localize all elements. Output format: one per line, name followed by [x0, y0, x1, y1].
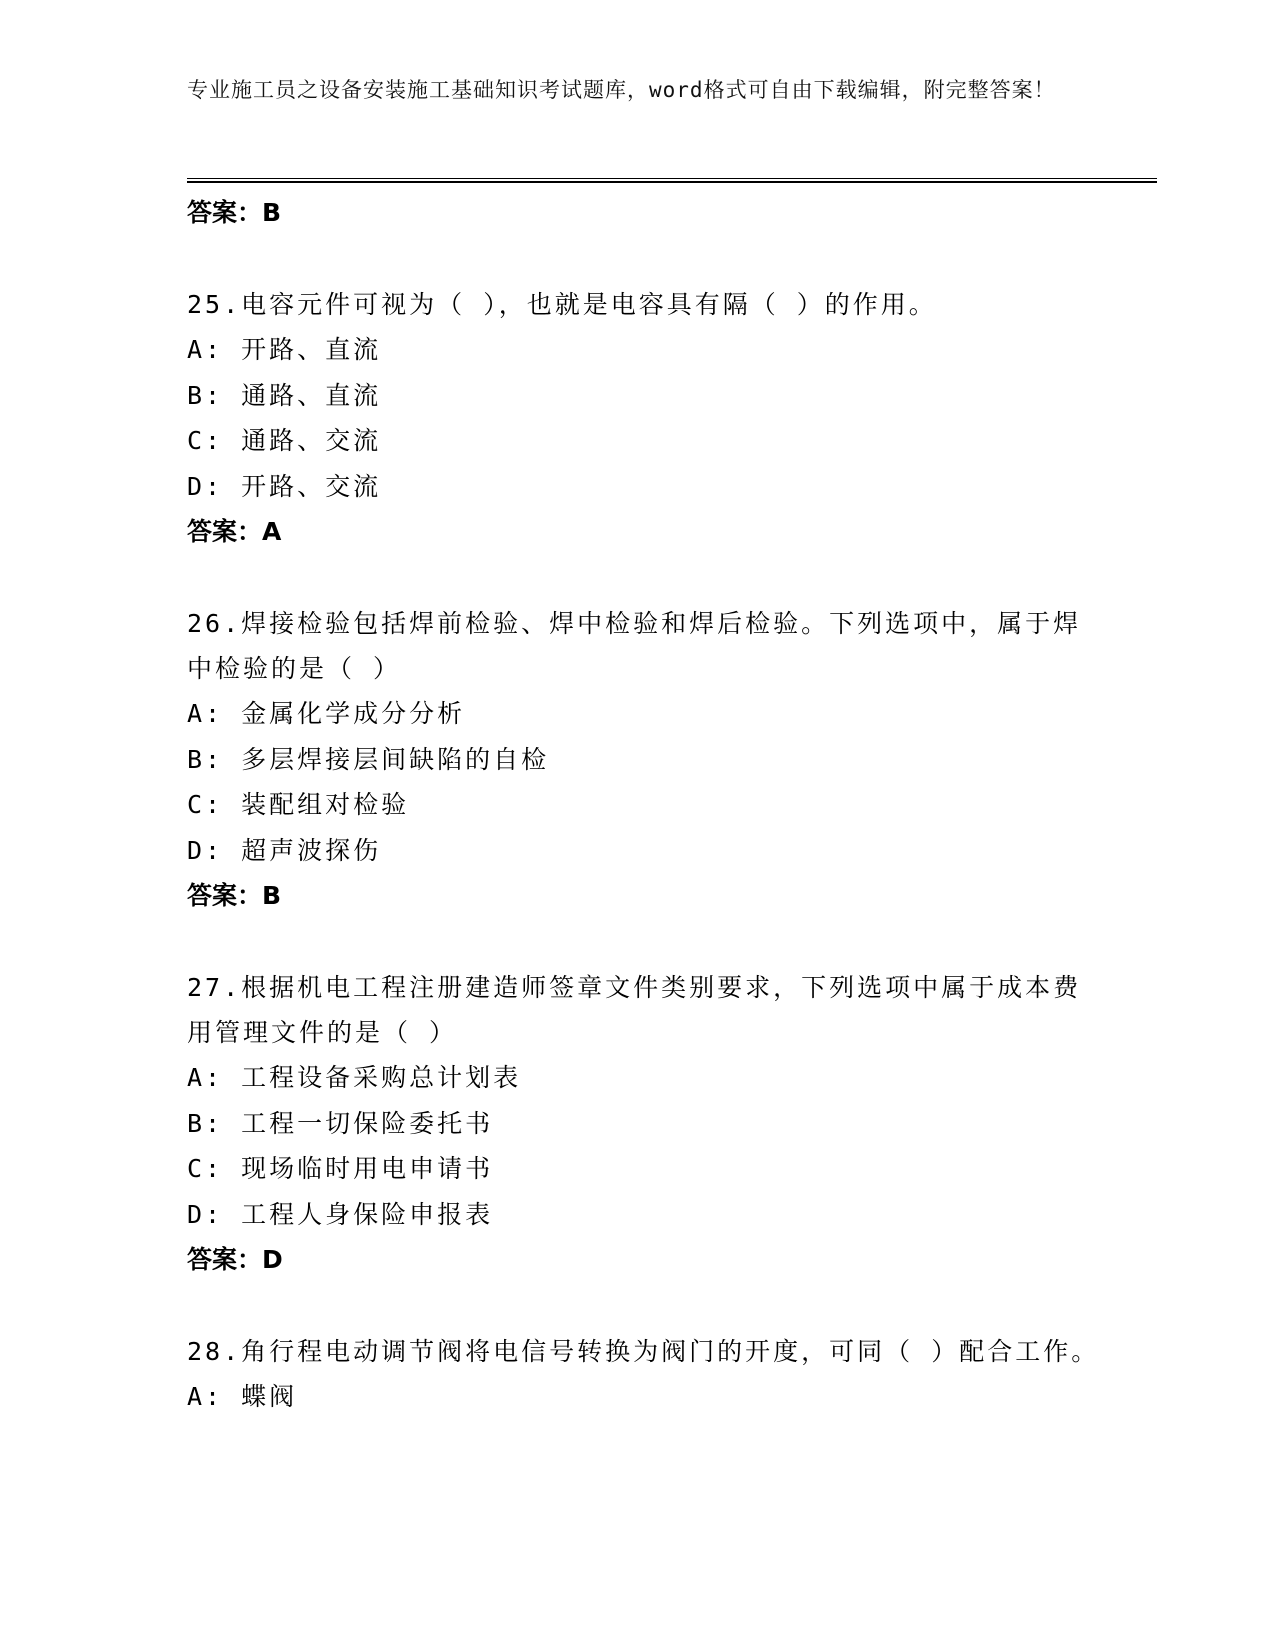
question-28: [187, 1329, 1107, 1420]
option-c: C: 装配组对检验: [187, 790, 410, 819]
option-b: B: 通路、直流: [187, 380, 382, 410]
question-text: 26.焊接检验包括焊前检验、焊中检验和焊后检验。下列选项中，属于焊中检验的是（ ）: [187, 609, 1082, 683]
option-b: B: 工程一切保险委托书: [187, 1108, 494, 1138]
header-divider: [187, 178, 1157, 183]
option-a: A: 金属化学成分分析: [187, 699, 466, 728]
question-25: [187, 282, 1107, 554]
answer-label: 答案：B: [187, 881, 282, 910]
question-text: 28.角行程电动调节阀将电信号转换为阀门的开度，可同（ ）配合工作。: [187, 1337, 1100, 1366]
option-a: A: 开路、直流: [187, 335, 382, 364]
answer-label: 答案：A: [187, 517, 282, 546]
document-header: 专业施工员之设备安装施工基础知识考试题库，word格式可自由下载编辑，附完整答案！: [187, 78, 1056, 102]
option-d: D: 工程人身保险申报表: [187, 1199, 494, 1229]
option-a: A: 工程设备采购总计划表: [187, 1063, 522, 1092]
option-d: D: 超声波探伤: [187, 835, 382, 865]
option-a: A: 蝶阀: [187, 1382, 298, 1411]
option-c: C: 现场临时用电申请书: [187, 1154, 494, 1183]
question-text: 27.根据机电工程注册建造师签章文件类别要求，下列选项中属于成本费用管理文件的是（ ）: [187, 973, 1082, 1047]
question-list: [187, 190, 1107, 1420]
option-c: C: 通路、交流: [187, 426, 382, 455]
question-text: 25.电容元件可视为（ ），也就是电容具有隔（ ）的作用。: [187, 290, 937, 319]
question-27: [187, 965, 1107, 1282]
option-b: B: 多层焊接层间缺陷的自检: [187, 744, 550, 774]
answer-label: 答案：B: [187, 198, 282, 227]
option-d: D: 开路、交流: [187, 471, 382, 501]
answer-label: 答案：D: [187, 1245, 283, 1274]
question-26: [187, 601, 1107, 918]
